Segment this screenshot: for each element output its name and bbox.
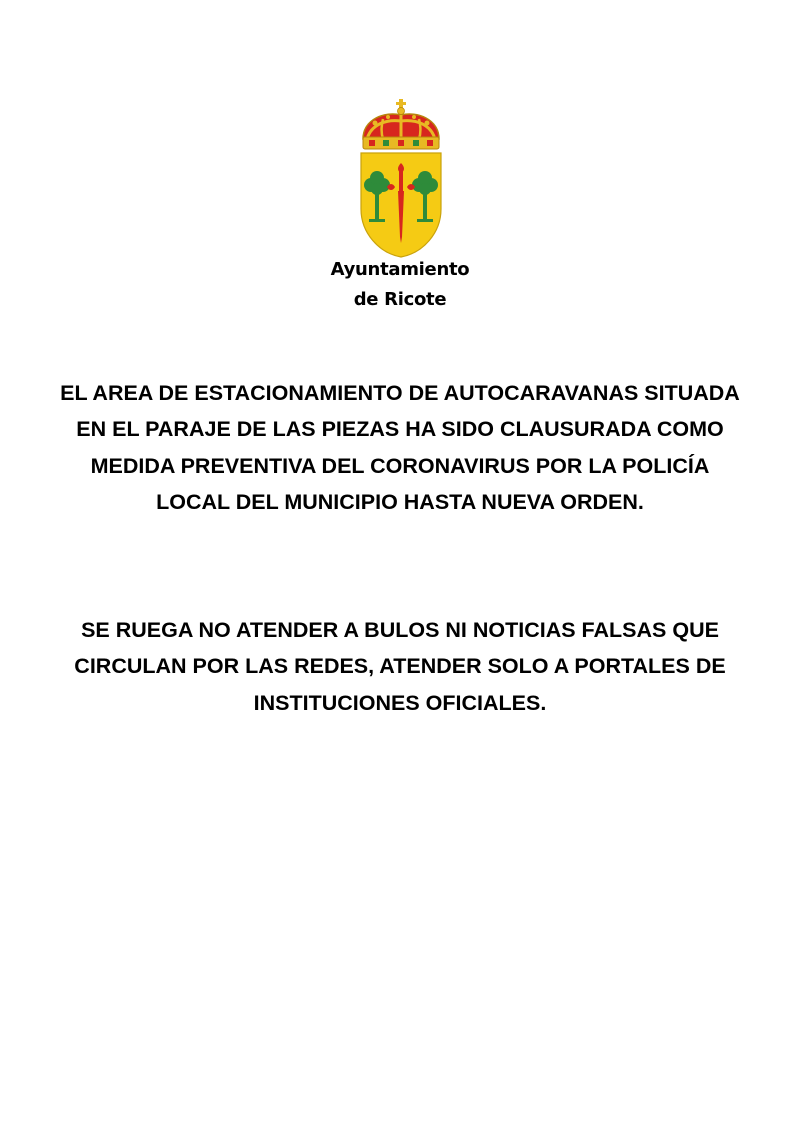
municipal-coat-of-arms-icon (355, 97, 447, 259)
org-name-line-1: Ayuntamiento (330, 259, 470, 280)
misinformation-warning: SE RUEGA NO ATENDER A BULOS NI NOTICIAS FALSAS QUE CIRCULAN POR LAS REDES, ATENDER SOLO A PORTALES DE INSTITUCIONES OFICIALES. (74, 618, 726, 715)
closure-notice: EL AREA DE ESTACIONAMIENTO DE AUTOCARAVANAS SITUADA EN EL PARAJE DE LAS PIEZAS HA SIDO CLAUSURADA COMO MEDIDA PREVENTIVA DEL CORONAVIRUS POR LA POLICÍA LOCAL DEL MUNICIPIO HASTA NUEVA ORDEN. (60, 381, 740, 514)
org-name-line-2: de Ricote (353, 289, 447, 310)
